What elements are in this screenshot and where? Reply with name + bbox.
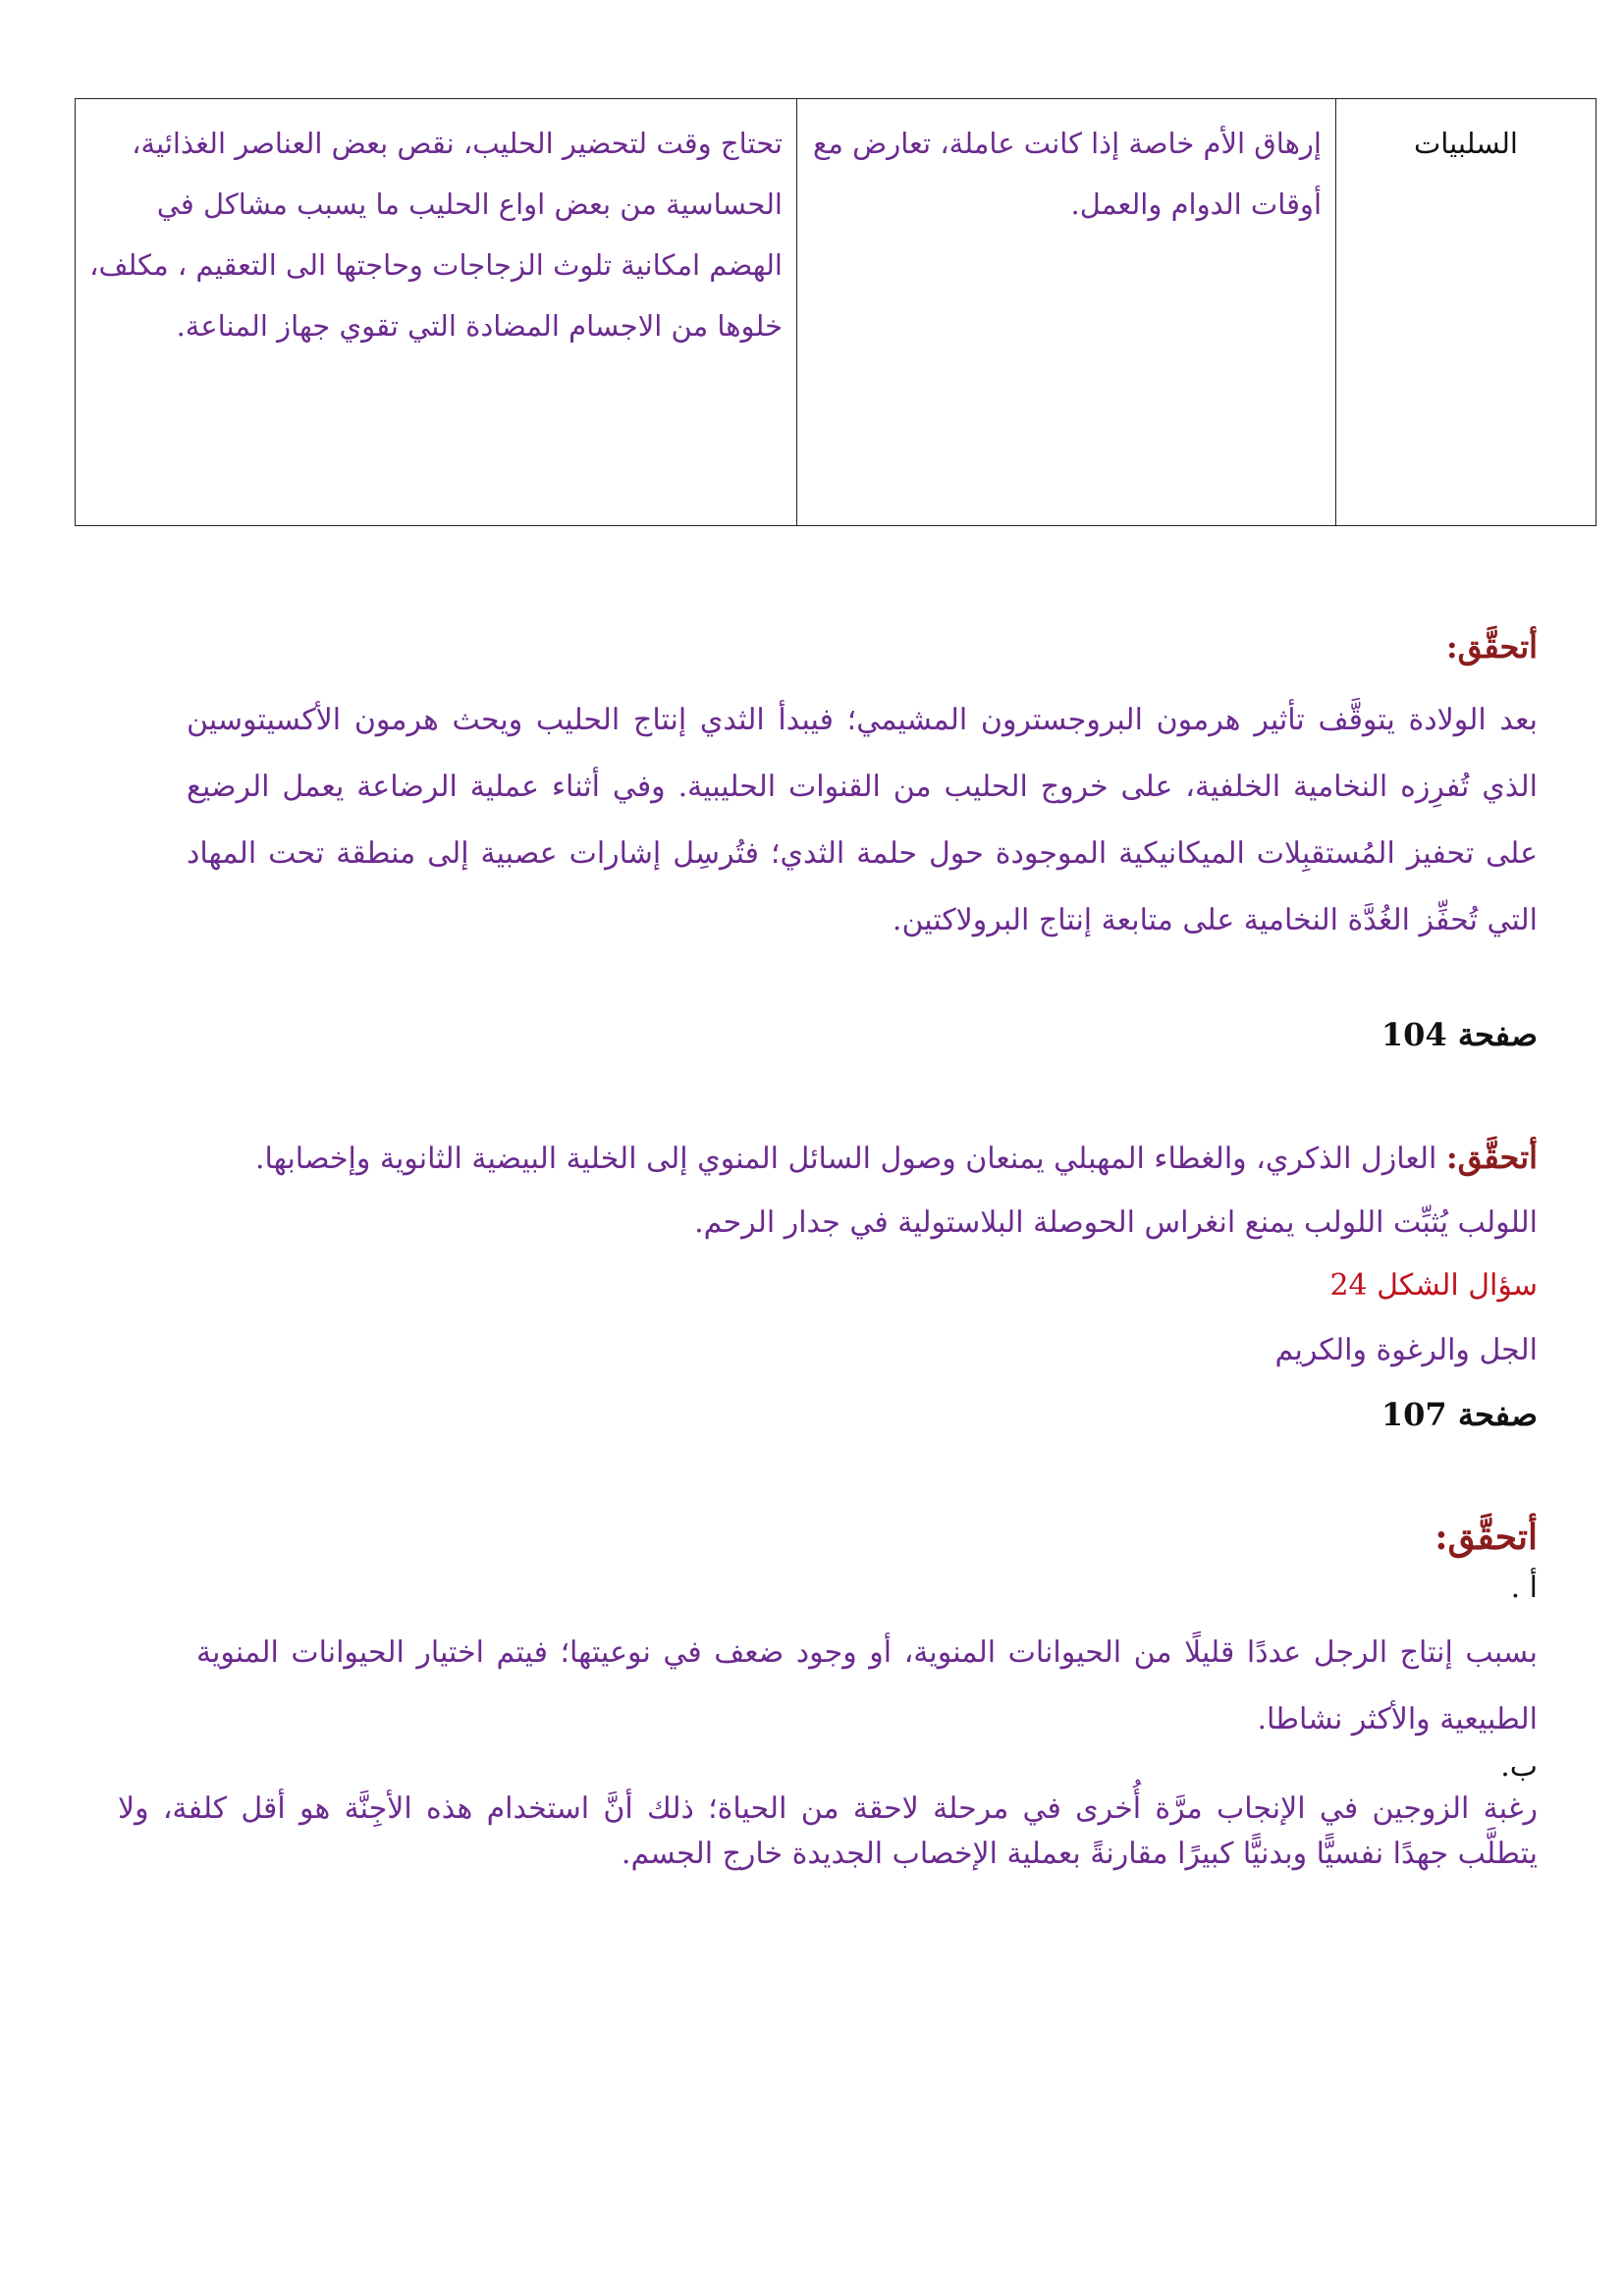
item-a-answer: بسبب إنتاج الرجل عددًا قليلًا من الحيوانات المنوية، أو وجود ضعف في نوعيتها؛ فيتم اختيار الحيوانات المنوية الطبيعية والأكثر نشاطا. <box>196 1635 1538 1736</box>
page-107-label: صفحة 107 <box>1380 1396 1538 1433</box>
row-label-cons: السلبيات <box>1336 99 1597 526</box>
cell-formula-cons: تحتاج وقت لتحضير الحليب، نقص بعض العناصر الغذائية، الحساسية من بعض اواع الحليب ما يسبب مشاكل في الهضم امكانية تلوث الزجاجات وحاجتها الى التعقيم ، مكلف، خلوها من الاجسام المضادة التي تقوي جهاز المناعة. <box>76 99 797 526</box>
section2-line2: اللولب يُثبِّت اللولب يمنع انغراس الحوصلة البلاستولية في جدار الرحم. <box>694 1205 1538 1240</box>
item-b-answer: رغبة الزوجين في الإنجاب مرَّة أُخرى في مرحلة لاحقة من الحياة؛ ذلك أنَّ استخدام هذه الأجِنَّة هو أقل كلفة، ولا يتطلَّب جهدًا نفسيًّا وبدنيًّا كبيرًا مقارنةً بعملية الإخصاب الجديدة خارج الجسم. <box>118 1791 1538 1871</box>
table-row <box>76 99 1597 526</box>
section1-heading: أتحقَّق: <box>1445 628 1538 666</box>
figure-24-answer: الجل والرغوة والكريم <box>1274 1333 1538 1367</box>
section2-heading: أتحقَّق: <box>1445 1139 1538 1176</box>
item-a-label: أ . <box>1510 1571 1538 1605</box>
cell-breastfeeding-cons: إرهاق الأم خاصة إذا كانت عاملة، تعارض مع أوقات الدوام والعمل. <box>797 99 1336 526</box>
section1-paragraph: بعد الولادة يتوقَّف تأثير هرمون البروجسترون المشيمي؛ فيبدأ الثدي إنتاج الحليب ويحث هرمون الأكسيتوسين الذي تُفرِزه النخامية الخلفية، على خروج الحليب من القنوات الحليبية. وفي أثناء عملية الرضاعة يعمل الرضيع على تحفيز المُستقبِلات الميكانيكية الموجودة حول حلمة الثدي؛ فتُرسِل إشارات عصبية إلى منطقة تحت المهاد التي تُحفِّز الغُدَّة النخامية على متابعة إنتاج البرولاكتين. <box>187 703 1538 937</box>
page-104-label: صفحة 104 <box>1380 1016 1538 1053</box>
section2-answer1: العازل الذكري، والغطاء المهبلي يمنعان وصول السائل المنوي إلى الخلية البيضية الثانوية وإخصابها. <box>254 1142 1437 1176</box>
comparison-table <box>75 98 1597 526</box>
section2-line1 <box>255 1139 1538 1176</box>
figure-24-question: سؤال الشكل 24 <box>1329 1268 1538 1303</box>
item-b-label: ب. <box>1500 1749 1538 1784</box>
section3-heading: أتحقَّق: <box>1435 1517 1538 1558</box>
